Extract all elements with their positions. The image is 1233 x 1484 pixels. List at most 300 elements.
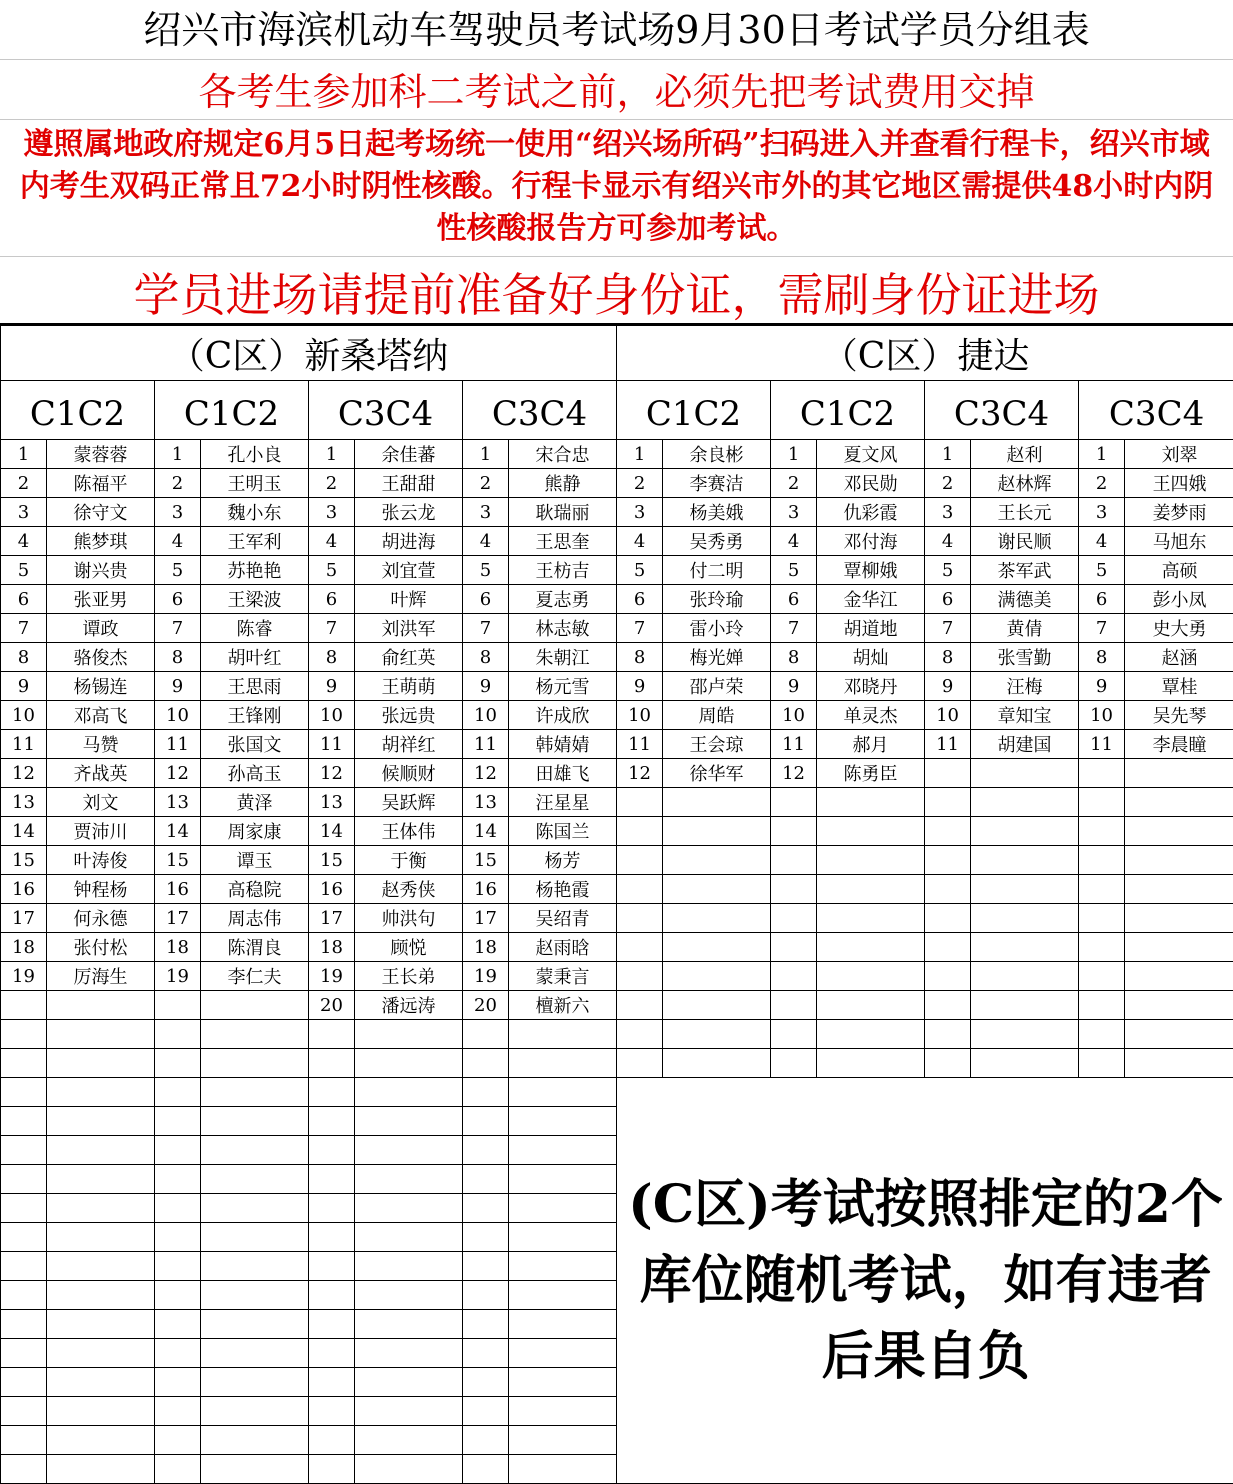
- seat-number: [155, 1049, 201, 1078]
- seat-number: 13: [155, 788, 201, 817]
- student-name: [1125, 788, 1233, 817]
- seat-number: 11: [771, 730, 817, 759]
- student-name: [355, 1368, 463, 1397]
- seat-number: [771, 1020, 817, 1049]
- page-title: 绍兴市海滨机动车驾驶员考试场9月30日考试学员分组表: [0, 0, 1233, 60]
- seat-number: 15: [1, 846, 47, 875]
- seat-number: [309, 1397, 355, 1426]
- student-name: [201, 1252, 309, 1281]
- table-row: [1, 1049, 1233, 1078]
- student-name: [355, 1136, 463, 1165]
- student-name: 陈睿: [201, 614, 309, 643]
- table-row: [1, 962, 1233, 991]
- student-name: 王梁波: [201, 585, 309, 614]
- student-name: 史大勇: [1125, 614, 1233, 643]
- student-name: 邵卢荣: [663, 672, 771, 701]
- student-name: 许成欣: [509, 701, 617, 730]
- seat-number: 11: [155, 730, 201, 759]
- student-name: 骆俊杰: [47, 643, 155, 672]
- student-name: 熊静: [509, 469, 617, 498]
- student-name: 王长弟: [355, 962, 463, 991]
- student-name: [47, 1339, 155, 1368]
- seat-number: 2: [309, 469, 355, 498]
- class-header: C3C4: [1079, 381, 1233, 440]
- student-group-table: [0, 325, 1233, 1484]
- seat-number: 2: [1079, 469, 1125, 498]
- seat-number: 12: [463, 759, 509, 788]
- seat-number: 10: [309, 701, 355, 730]
- student-name: [971, 759, 1079, 788]
- seat-number: 13: [463, 788, 509, 817]
- student-name: 顾悦: [355, 933, 463, 962]
- student-name: 赵利: [971, 440, 1079, 469]
- seat-number: 16: [1, 875, 47, 904]
- seat-number: 18: [1, 933, 47, 962]
- student-name: 邓高飞: [47, 701, 155, 730]
- seat-number: 1: [309, 440, 355, 469]
- student-name: 徐守文: [47, 498, 155, 527]
- zone-jetta-header: （C区）捷达: [617, 326, 1233, 381]
- seat-number: 7: [1, 614, 47, 643]
- student-name: [509, 1339, 617, 1368]
- student-name: [509, 1397, 617, 1426]
- seat-number: 5: [617, 556, 663, 585]
- student-name: 孙高玉: [201, 759, 309, 788]
- student-name: 王锋刚: [201, 701, 309, 730]
- student-name: 邓付海: [817, 527, 925, 556]
- seat-number: [925, 904, 971, 933]
- student-name: 吴跃辉: [355, 788, 463, 817]
- student-name: 高稳院: [201, 875, 309, 904]
- student-name: 钟程杨: [47, 875, 155, 904]
- student-name: 刘宜萱: [355, 556, 463, 585]
- seat-number: 6: [1079, 585, 1125, 614]
- seat-number: [1, 1310, 47, 1339]
- student-name: 蒙秉言: [509, 962, 617, 991]
- student-name: 汪梅: [971, 672, 1079, 701]
- seat-number: 7: [155, 614, 201, 643]
- seat-number: [155, 1223, 201, 1252]
- student-name: 杨芳: [509, 846, 617, 875]
- student-name: 杨锡连: [47, 672, 155, 701]
- seat-number: 3: [771, 498, 817, 527]
- student-name: [509, 1020, 617, 1049]
- student-name: 李晨瞳: [1125, 730, 1233, 759]
- table-row: [1, 846, 1233, 875]
- student-name: 单灵杰: [817, 701, 925, 730]
- student-name: 谭玉: [201, 846, 309, 875]
- student-name: 蒙蓉蓉: [47, 440, 155, 469]
- seat-number: 10: [925, 701, 971, 730]
- table-row: [1, 585, 1233, 614]
- seat-number: [1, 1426, 47, 1455]
- seat-number: [925, 788, 971, 817]
- student-name: [355, 1107, 463, 1136]
- seat-number: [309, 1281, 355, 1310]
- seat-number: [771, 788, 817, 817]
- student-name: 王枋吉: [509, 556, 617, 585]
- student-name: 仇彩霞: [817, 498, 925, 527]
- seat-number: [771, 962, 817, 991]
- seat-number: 17: [155, 904, 201, 933]
- seat-number: [309, 1194, 355, 1223]
- seat-number: 1: [1, 440, 47, 469]
- seat-number: 5: [771, 556, 817, 585]
- seat-number: [309, 1339, 355, 1368]
- seat-number: 7: [925, 614, 971, 643]
- seat-number: 15: [155, 846, 201, 875]
- student-name: [355, 1049, 463, 1078]
- student-name: 叶辉: [355, 585, 463, 614]
- student-name: [201, 1426, 309, 1455]
- seat-number: 20: [463, 991, 509, 1020]
- table-row: [1, 1078, 1233, 1107]
- seat-number: [463, 1194, 509, 1223]
- student-name: [971, 788, 1079, 817]
- seat-number: 4: [463, 527, 509, 556]
- student-name: 陈渭良: [201, 933, 309, 962]
- student-name: [663, 962, 771, 991]
- seat-number: 18: [155, 933, 201, 962]
- student-name: 张远贵: [355, 701, 463, 730]
- student-name: [201, 1165, 309, 1194]
- seat-number: 8: [155, 643, 201, 672]
- seat-number: 5: [1, 556, 47, 585]
- seat-number: 10: [463, 701, 509, 730]
- table-row: [1, 1020, 1233, 1049]
- student-name: 吴绍青: [509, 904, 617, 933]
- seat-number: [463, 1339, 509, 1368]
- student-name: [201, 1049, 309, 1078]
- student-name: 谭政: [47, 614, 155, 643]
- seat-number: [1, 1165, 47, 1194]
- student-name: 吴秀勇: [663, 527, 771, 556]
- student-name: 于衡: [355, 846, 463, 875]
- seat-number: [617, 788, 663, 817]
- student-name: 梅光婵: [663, 643, 771, 672]
- seat-number: [463, 1426, 509, 1455]
- student-name: [509, 1368, 617, 1397]
- table-row: [1, 788, 1233, 817]
- seat-number: 5: [1079, 556, 1125, 585]
- student-name: 孔小良: [201, 440, 309, 469]
- seat-number: [155, 1339, 201, 1368]
- student-name: 叶涛俊: [47, 846, 155, 875]
- student-name: [355, 1281, 463, 1310]
- seat-number: [1, 1368, 47, 1397]
- student-name: [971, 1049, 1079, 1078]
- seat-number: 17: [1, 904, 47, 933]
- student-name: 高硕: [1125, 556, 1233, 585]
- seat-number: 4: [155, 527, 201, 556]
- seat-number: 19: [155, 962, 201, 991]
- student-name: 李赛洁: [663, 469, 771, 498]
- seat-number: [925, 846, 971, 875]
- student-name: [817, 904, 925, 933]
- seat-number: 19: [309, 962, 355, 991]
- seat-number: 9: [925, 672, 971, 701]
- student-name: [201, 1339, 309, 1368]
- seat-number: [1, 1455, 47, 1484]
- student-name: 潘远涛: [355, 991, 463, 1020]
- student-name: 陈勇臣: [817, 759, 925, 788]
- seat-number: [617, 846, 663, 875]
- seat-number: 4: [617, 527, 663, 556]
- student-name: 邓晓丹: [817, 672, 925, 701]
- student-name: [509, 1252, 617, 1281]
- student-name: 姜梦雨: [1125, 498, 1233, 527]
- seat-number: [1, 1078, 47, 1107]
- seat-number: [1079, 962, 1125, 991]
- seat-number: 7: [771, 614, 817, 643]
- seat-number: [309, 1252, 355, 1281]
- table-row: [1, 527, 1233, 556]
- student-name: 王长元: [971, 498, 1079, 527]
- class-header: C1C2: [1, 381, 155, 440]
- table-row: [1, 440, 1233, 469]
- seat-number: [463, 1310, 509, 1339]
- student-name: 耿瑞丽: [509, 498, 617, 527]
- seat-number: 14: [155, 817, 201, 846]
- student-name: 刘文: [47, 788, 155, 817]
- student-name: [47, 1252, 155, 1281]
- seat-number: [155, 1165, 201, 1194]
- seat-number: [925, 962, 971, 991]
- seat-number: 11: [617, 730, 663, 759]
- student-name: 王甜甜: [355, 469, 463, 498]
- seat-number: [617, 817, 663, 846]
- seat-number: 7: [1079, 614, 1125, 643]
- student-name: [1125, 962, 1233, 991]
- seat-number: [1079, 875, 1125, 904]
- seat-number: [155, 1455, 201, 1484]
- seat-number: [155, 1194, 201, 1223]
- student-name: 胡祥红: [355, 730, 463, 759]
- student-name: [1125, 933, 1233, 962]
- student-name: 赵林辉: [971, 469, 1079, 498]
- seat-number: 12: [617, 759, 663, 788]
- student-name: [663, 904, 771, 933]
- student-name: 王四娥: [1125, 469, 1233, 498]
- student-name: [971, 846, 1079, 875]
- seat-number: [155, 1397, 201, 1426]
- seat-number: [463, 1455, 509, 1484]
- seat-number: 6: [155, 585, 201, 614]
- seat-number: 6: [617, 585, 663, 614]
- seat-number: [463, 1020, 509, 1049]
- seat-number: 5: [155, 556, 201, 585]
- seat-number: 11: [1079, 730, 1125, 759]
- table-row: [1, 614, 1233, 643]
- student-name: [201, 1020, 309, 1049]
- seat-number: [1079, 991, 1125, 1020]
- seat-number: 18: [463, 933, 509, 962]
- seat-number: [771, 991, 817, 1020]
- seat-number: 3: [463, 498, 509, 527]
- student-name: 胡进海: [355, 527, 463, 556]
- student-name: [201, 1368, 309, 1397]
- seat-number: [309, 1165, 355, 1194]
- student-name: [663, 1020, 771, 1049]
- student-name: 夏文风: [817, 440, 925, 469]
- seat-number: 13: [1, 788, 47, 817]
- seat-number: 1: [1079, 440, 1125, 469]
- seat-number: 19: [463, 962, 509, 991]
- seat-number: [309, 1136, 355, 1165]
- seat-number: [617, 991, 663, 1020]
- student-name: [663, 875, 771, 904]
- student-name: [355, 1078, 463, 1107]
- student-name: [663, 933, 771, 962]
- class-header: C3C4: [309, 381, 463, 440]
- student-name: [201, 1397, 309, 1426]
- student-name: [201, 1310, 309, 1339]
- student-name: 马旭东: [1125, 527, 1233, 556]
- student-name: 王思雨: [201, 672, 309, 701]
- student-name: 彭小凤: [1125, 585, 1233, 614]
- student-name: [1125, 875, 1233, 904]
- student-name: 付二明: [663, 556, 771, 585]
- seat-number: 15: [463, 846, 509, 875]
- seat-number: [1, 1252, 47, 1281]
- seat-number: 11: [925, 730, 971, 759]
- student-name: 周志伟: [201, 904, 309, 933]
- student-name: [509, 1049, 617, 1078]
- seat-number: [1079, 933, 1125, 962]
- table-row: [1, 759, 1233, 788]
- student-name: [1125, 991, 1233, 1020]
- student-name: 邓民勋: [817, 469, 925, 498]
- student-name: 何永德: [47, 904, 155, 933]
- student-name: 杨元雪: [509, 672, 617, 701]
- table-row: [1, 875, 1233, 904]
- seat-number: 8: [925, 643, 971, 672]
- seat-number: 8: [617, 643, 663, 672]
- seat-number: 3: [617, 498, 663, 527]
- seat-number: 8: [1079, 643, 1125, 672]
- table-row: [1, 730, 1233, 759]
- seat-number: [1079, 759, 1125, 788]
- student-name: 俞红英: [355, 643, 463, 672]
- student-name: 贾沛川: [47, 817, 155, 846]
- seat-number: [617, 962, 663, 991]
- seat-number: [309, 1426, 355, 1455]
- seat-number: [463, 1281, 509, 1310]
- student-name: [971, 904, 1079, 933]
- student-name: 胡灿: [817, 643, 925, 672]
- student-name: [1125, 1020, 1233, 1049]
- student-name: 张玲瑜: [663, 585, 771, 614]
- seat-number: [771, 933, 817, 962]
- student-name: [1125, 846, 1233, 875]
- student-name: 章知宝: [971, 701, 1079, 730]
- student-name: 胡道地: [817, 614, 925, 643]
- seat-number: 2: [463, 469, 509, 498]
- seat-number: 9: [155, 672, 201, 701]
- seat-number: [155, 1368, 201, 1397]
- student-name: 陈国兰: [509, 817, 617, 846]
- seat-number: 7: [309, 614, 355, 643]
- seat-number: [309, 1049, 355, 1078]
- student-name: [817, 788, 925, 817]
- seat-number: [1079, 788, 1125, 817]
- fee-notice: 各考生参加科二考试之前，必须先把考试费用交掉: [0, 60, 1233, 120]
- seat-number: 12: [155, 759, 201, 788]
- student-name: [355, 1252, 463, 1281]
- seat-number: [155, 1281, 201, 1310]
- student-name: [509, 1455, 617, 1484]
- seat-number: [771, 904, 817, 933]
- seat-number: [925, 991, 971, 1020]
- seat-number: 5: [309, 556, 355, 585]
- license-class-row: [1, 381, 1233, 440]
- random-slot-notice: (C区)考试按照排定的2个库位随机考试，如有违者后果自负: [617, 1078, 1233, 1484]
- seat-number: [463, 1107, 509, 1136]
- student-name: [47, 1455, 155, 1484]
- seat-number: 3: [925, 498, 971, 527]
- student-name: [47, 1136, 155, 1165]
- id-card-notice: 学员进场请提前准备好身份证，需刷身份证进场: [0, 257, 1233, 325]
- student-name: 田雄飞: [509, 759, 617, 788]
- zone-header-row: [1, 326, 1233, 381]
- student-name: 周家康: [201, 817, 309, 846]
- seat-number: [155, 1136, 201, 1165]
- student-name: 王思奎: [509, 527, 617, 556]
- student-name: [817, 933, 925, 962]
- student-name: 谢民顺: [971, 527, 1079, 556]
- seat-number: [771, 817, 817, 846]
- student-name: [47, 1223, 155, 1252]
- seat-number: [617, 933, 663, 962]
- student-name: 满德美: [971, 585, 1079, 614]
- student-name: [355, 1455, 463, 1484]
- student-name: 周皓: [663, 701, 771, 730]
- seat-number: 2: [155, 469, 201, 498]
- seat-number: [155, 1252, 201, 1281]
- seat-number: 9: [617, 672, 663, 701]
- seat-number: 1: [771, 440, 817, 469]
- seat-number: [463, 1223, 509, 1252]
- seat-number: 9: [309, 672, 355, 701]
- student-name: [201, 1194, 309, 1223]
- seat-number: [617, 875, 663, 904]
- student-name: [971, 817, 1079, 846]
- student-name: [47, 991, 155, 1020]
- seat-number: 2: [925, 469, 971, 498]
- seat-number: 17: [309, 904, 355, 933]
- seat-number: 9: [1079, 672, 1125, 701]
- student-name: 杨美娥: [663, 498, 771, 527]
- seat-number: 3: [155, 498, 201, 527]
- student-name: [201, 991, 309, 1020]
- seat-number: 19: [1, 962, 47, 991]
- student-name: [201, 1078, 309, 1107]
- student-name: 林志敏: [509, 614, 617, 643]
- student-name: [509, 1223, 617, 1252]
- seat-number: 8: [1, 643, 47, 672]
- student-name: [509, 1426, 617, 1455]
- student-name: 张国文: [201, 730, 309, 759]
- student-name: [355, 1020, 463, 1049]
- student-name: [47, 1397, 155, 1426]
- table-row: [1, 556, 1233, 585]
- student-name: 张亚男: [47, 585, 155, 614]
- seat-number: 6: [925, 585, 971, 614]
- student-name: 李仁夫: [201, 962, 309, 991]
- class-header: C1C2: [617, 381, 771, 440]
- seat-number: 8: [463, 643, 509, 672]
- student-name: [509, 1194, 617, 1223]
